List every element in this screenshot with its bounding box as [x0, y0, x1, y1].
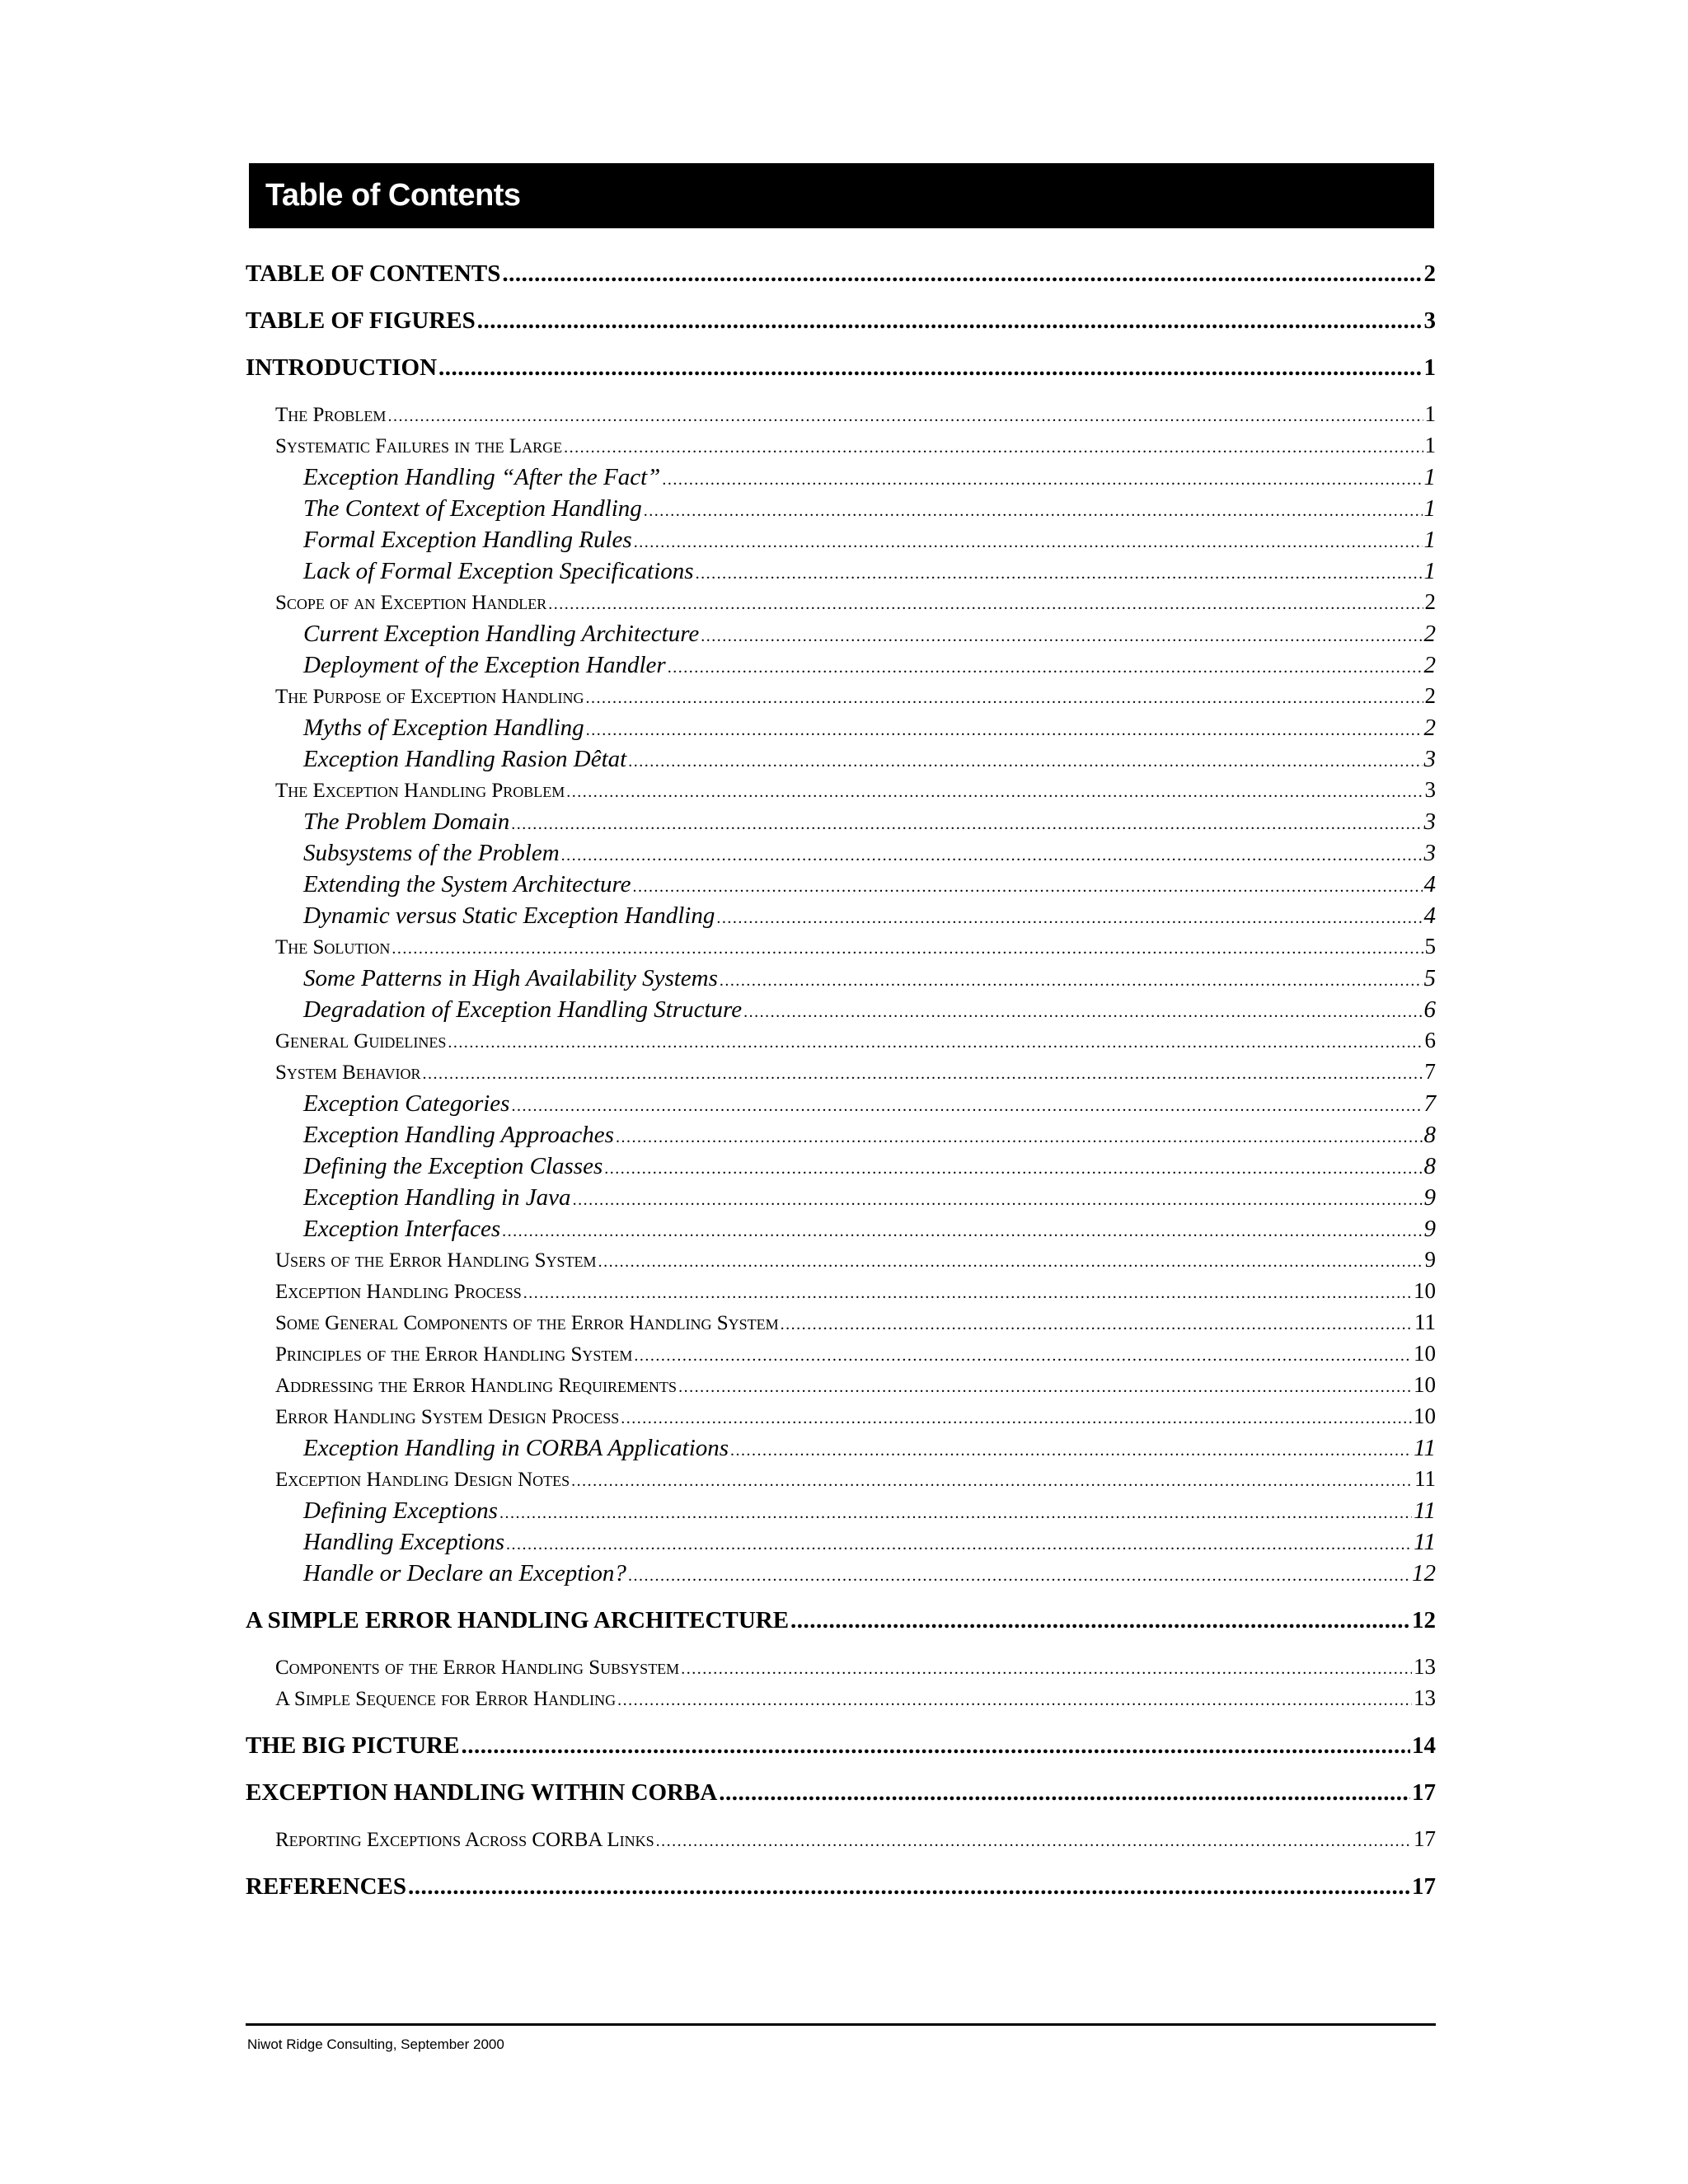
toc-entry-label: General Guidelines — [275, 1030, 447, 1052]
toc-entry-label: The Context of Exception Handling — [303, 495, 642, 522]
toc-entry-label: REFERENCES — [246, 1873, 406, 1900]
toc-entry[interactable] — [246, 1873, 1436, 1906]
dot-leader — [502, 1222, 1422, 1241]
dot-leader — [586, 689, 1423, 708]
toc-entry[interactable] — [246, 464, 1436, 497]
toc-entry-page-number: 9 — [1424, 1247, 1436, 1272]
toc-entry-page-number: 13 — [1414, 1685, 1436, 1710]
dot-leader — [662, 471, 1422, 490]
dot-leader — [511, 815, 1422, 834]
toc-entry-page-number: 1 — [1423, 354, 1436, 381]
toc-entry[interactable] — [246, 558, 1436, 591]
toc-entry-label: The Exception Handling Problem — [275, 780, 565, 802]
toc-entry-page-number: 11 — [1414, 1435, 1436, 1461]
toc-entry-label: EXCEPTION HANDLING WITHIN CORBA — [246, 1779, 718, 1806]
toc-entry-page-number: 11 — [1414, 1310, 1436, 1334]
toc-entry-page-number: 11 — [1414, 1529, 1436, 1555]
toc-entry[interactable] — [246, 1654, 1436, 1687]
toc-entry-label: Reporting Exceptions Across CORBA Links — [275, 1829, 654, 1851]
toc-entry-page-number: 2 — [1424, 683, 1436, 708]
toc-entry-page-number: 2 — [1423, 260, 1436, 287]
toc-entry[interactable] — [246, 996, 1436, 1029]
toc-entry-label: Users of the Error Handling System — [275, 1249, 597, 1272]
toc-entry[interactable] — [246, 1685, 1436, 1718]
toc-entry-label: Defining the Exception Classes — [303, 1153, 603, 1179]
toc-entry-label: Dynamic versus Static Exception Handling — [303, 902, 715, 929]
toc-entry[interactable] — [246, 1310, 1436, 1343]
toc-entry-label: The Problem — [275, 404, 387, 426]
toc-entry-label: Myths of Exception Handling — [303, 715, 584, 741]
toc-entry[interactable] — [246, 1529, 1436, 1562]
toc-entry-label: Deployment of the Exception Handler — [303, 652, 666, 678]
toc-entry-page-number: 14 — [1412, 1732, 1436, 1759]
dot-leader — [392, 940, 1423, 958]
toc-entry-page-number: 3 — [1423, 307, 1436, 334]
dot-leader — [644, 502, 1423, 521]
toc-entry[interactable] — [246, 1779, 1436, 1812]
toc-entry[interactable] — [246, 1404, 1436, 1436]
toc-entry-label: A Simple Sequence for Error Handling — [275, 1688, 617, 1710]
toc-entry-label: TABLE OF FIGURES — [246, 307, 476, 334]
toc-entry-label: Some Patterns in High Availability Systems — [303, 965, 718, 991]
dot-leader — [628, 1567, 1410, 1586]
toc-entry-page-number: 8 — [1423, 1153, 1436, 1179]
dot-leader — [499, 1504, 1412, 1523]
toc-entry-page-number: 3 — [1424, 777, 1436, 802]
toc-entry-label: Components of the Error Handling Subsystem — [275, 1657, 680, 1679]
toc-entry-label: INTRODUCTION — [246, 354, 438, 381]
toc-entry-page-number: 9 — [1423, 1216, 1436, 1242]
dot-leader — [617, 1691, 1412, 1710]
dot-leader — [633, 878, 1423, 897]
toc-entry[interactable] — [246, 1278, 1436, 1311]
dot-leader — [571, 1472, 1413, 1491]
toc-entry[interactable] — [246, 1216, 1436, 1249]
toc-entry-label: The Solution — [275, 936, 391, 958]
toc-entry-label: Some General Components of the Error Handling System — [275, 1312, 779, 1334]
toc-entry[interactable] — [246, 1341, 1436, 1374]
toc-entry[interactable] — [246, 777, 1436, 810]
toc-entry-label: Handling Exceptions — [303, 1529, 505, 1555]
toc-entry[interactable] — [246, 652, 1436, 685]
dot-leader — [604, 1160, 1422, 1179]
toc-entry[interactable] — [246, 1184, 1436, 1217]
toc-entry[interactable] — [246, 527, 1436, 560]
dot-leader — [678, 1378, 1412, 1397]
footer-text: Niwot Ridge Consulting, September 2000 — [247, 2036, 504, 2052]
toc-entry-page-number: 1 — [1423, 558, 1436, 584]
toc-entry-page-number: 3 — [1423, 840, 1436, 866]
dot-leader — [448, 1033, 1423, 1052]
dot-leader — [719, 1779, 1410, 1807]
toc-entry-label: Exception Handling in Java — [303, 1184, 571, 1211]
toc-entry[interactable] — [246, 589, 1436, 622]
toc-entry-page-number: 3 — [1423, 746, 1436, 772]
toc-entry-label: THE BIG PICTURE — [246, 1732, 460, 1759]
toc-entry[interactable] — [246, 1435, 1436, 1468]
toc-entry[interactable] — [246, 965, 1436, 998]
dot-leader — [720, 972, 1423, 991]
toc-entry[interactable] — [246, 433, 1436, 466]
toc-entry-label: System Behavior — [275, 1062, 421, 1084]
toc-entry-page-number: 10 — [1414, 1278, 1436, 1303]
dot-leader — [573, 1191, 1423, 1210]
toc-entry-page-number: 11 — [1414, 1466, 1436, 1491]
dot-leader — [628, 752, 1422, 771]
toc-entry[interactable] — [246, 495, 1436, 528]
toc-entry-label: Defining Exceptions — [303, 1497, 498, 1524]
dot-leader — [616, 1128, 1423, 1147]
toc-entry[interactable] — [246, 715, 1436, 748]
toc-entry[interactable] — [246, 1732, 1436, 1765]
dot-leader — [548, 595, 1423, 614]
toc-entry[interactable] — [246, 1372, 1436, 1405]
toc-entry-label: Exception Handling Approaches — [303, 1122, 614, 1148]
toc-entry-label: Lack of Formal Exception Specifications — [303, 558, 694, 584]
toc-entry[interactable] — [246, 354, 1436, 387]
page-title: Table of Contents — [265, 178, 521, 213]
dot-leader — [634, 1347, 1412, 1366]
toc-entry[interactable] — [246, 1122, 1436, 1155]
toc-entry-page-number: 1 — [1424, 433, 1436, 457]
toc-entry-label: Exception Handling Rasion Dêtat — [303, 746, 627, 772]
toc-entry-page-number: 17 — [1414, 1826, 1436, 1851]
toc-entry-page-number: 2 — [1424, 589, 1436, 614]
toc-entry-page-number: 2 — [1423, 621, 1436, 647]
toc-entry[interactable] — [246, 840, 1436, 873]
toc-entry-page-number: 7 — [1423, 1090, 1436, 1117]
toc-entry[interactable] — [246, 1497, 1436, 1530]
toc-entry-page-number: 10 — [1414, 1404, 1436, 1428]
toc-entry-label: A SIMPLE ERROR HANDLING ARCHITECTURE — [246, 1607, 790, 1633]
toc-entry-label: Current Exception Handling Architecture — [303, 621, 700, 647]
toc-entry-page-number: 6 — [1423, 996, 1436, 1023]
toc-entry-label: Systematic Failures in the Large — [275, 435, 563, 457]
dot-leader — [502, 260, 1422, 288]
toc-entry[interactable] — [246, 260, 1436, 293]
toc-entry-page-number: 9 — [1423, 1184, 1436, 1211]
toc-entry-label: Scope of an Exception Handler — [275, 592, 547, 614]
dot-leader — [781, 1315, 1413, 1334]
toc-entry-page-number: 17 — [1412, 1779, 1436, 1806]
dot-leader — [716, 909, 1422, 928]
toc-entry[interactable] — [246, 1607, 1436, 1640]
toc-entry-page-number: 5 — [1424, 934, 1436, 958]
toc-entry[interactable] — [246, 683, 1436, 716]
dot-leader — [423, 1065, 1423, 1084]
toc-entry-page-number: 2 — [1423, 715, 1436, 741]
dot-leader — [564, 438, 1423, 457]
toc-entry-page-number: 12 — [1412, 1607, 1436, 1633]
dot-leader — [561, 846, 1423, 865]
toc-entry[interactable] — [246, 1826, 1436, 1859]
dot-leader — [696, 565, 1423, 583]
toc-entry-page-number: 2 — [1423, 652, 1436, 678]
toc-entry-label: The Problem Domain — [303, 808, 510, 835]
toc-entry-page-number: 1 — [1423, 495, 1436, 522]
dot-leader — [477, 307, 1423, 335]
toc-entry-page-number: 8 — [1423, 1122, 1436, 1148]
toc-entry-page-number: 10 — [1414, 1372, 1436, 1397]
toc-entry[interactable] — [246, 1466, 1436, 1499]
dot-leader — [566, 783, 1423, 802]
dot-leader — [438, 354, 1422, 382]
toc-entry[interactable] — [246, 746, 1436, 779]
toc-entry-page-number: 1 — [1424, 401, 1436, 426]
toc-entry-label: Subsystems of the Problem — [303, 840, 560, 866]
dot-leader — [387, 407, 1423, 426]
toc-entry-label: Degradation of Exception Handling Structure — [303, 996, 743, 1023]
toc-entry-label: Exception Handling Design Notes — [275, 1469, 570, 1491]
footer-divider — [246, 2023, 1436, 2026]
toc-entry-page-number: 6 — [1424, 1028, 1436, 1052]
dot-leader — [668, 658, 1423, 677]
dot-leader — [681, 1660, 1412, 1679]
toc-entry[interactable] — [246, 1153, 1436, 1186]
dot-leader — [634, 533, 1423, 552]
toc-entry-page-number: 4 — [1423, 902, 1436, 929]
dot-leader — [408, 1873, 1410, 1900]
toc-entry-page-number: 10 — [1414, 1341, 1436, 1366]
toc-entry-page-number: 4 — [1423, 871, 1436, 898]
toc-entry-label: Extending the System Architecture — [303, 871, 631, 898]
toc-entry[interactable] — [246, 1059, 1436, 1092]
toc-entry-page-number: 1 — [1423, 464, 1436, 490]
toc-entry-label: TABLE OF CONTENTS — [246, 260, 501, 287]
toc-entry-label: Handle or Declare an Exception? — [303, 1560, 626, 1586]
dot-leader — [790, 1607, 1410, 1634]
dot-leader — [461, 1732, 1410, 1760]
toc-entry-page-number: 11 — [1414, 1497, 1436, 1524]
toc-entry-label: Exception Handling “After the Fact” — [303, 464, 661, 490]
toc-entry[interactable] — [246, 621, 1436, 654]
toc-entry[interactable] — [246, 1028, 1436, 1061]
dot-leader — [730, 1441, 1412, 1460]
toc-entry-label: Error Handling System Design Process — [275, 1406, 620, 1428]
toc-entry-page-number: 17 — [1412, 1873, 1436, 1900]
dot-leader — [511, 1097, 1422, 1116]
toc-entry-label: Exception Handling in CORBA Applications — [303, 1435, 729, 1461]
toc-entry[interactable] — [246, 871, 1436, 904]
toc-entry-page-number: 13 — [1414, 1654, 1436, 1679]
toc-entry[interactable] — [246, 808, 1436, 841]
dot-leader — [523, 1284, 1412, 1303]
toc-entry-label: Formal Exception Handling Rules — [303, 527, 632, 553]
toc-entry[interactable] — [246, 934, 1436, 967]
dot-leader — [506, 1535, 1412, 1554]
toc-entry-page-number: 5 — [1423, 965, 1436, 991]
section-title-bar — [249, 163, 1434, 228]
toc-entry-label: Exception Interfaces — [303, 1216, 501, 1242]
toc-entry[interactable] — [246, 1560, 1436, 1593]
toc-entry[interactable] — [246, 401, 1436, 434]
toc-entry[interactable] — [246, 1247, 1436, 1280]
dot-leader — [656, 1832, 1412, 1851]
toc-entry[interactable] — [246, 307, 1436, 340]
toc-entry-label: Exception Categories — [303, 1090, 510, 1117]
toc-entry[interactable] — [246, 902, 1436, 935]
dot-leader — [598, 1253, 1423, 1272]
dot-leader — [586, 721, 1423, 740]
toc-entry-page-number: 12 — [1412, 1560, 1436, 1586]
toc-entry-label: Principles of the Error Handling System — [275, 1343, 633, 1366]
toc-entry-page-number: 1 — [1423, 527, 1436, 553]
toc-entry[interactable] — [246, 1090, 1436, 1123]
toc-entry-label: The Purpose of Exception Handling — [275, 686, 584, 708]
dot-leader — [701, 627, 1422, 646]
toc-entry-label: Exception Handling Process — [275, 1281, 522, 1303]
toc-entry-label: Addressing the Error Handling Requirements — [275, 1375, 678, 1397]
toc-entry-page-number: 3 — [1423, 808, 1436, 835]
toc-entry-page-number: 7 — [1424, 1059, 1436, 1084]
dot-leader — [743, 1003, 1422, 1022]
dot-leader — [621, 1409, 1412, 1428]
